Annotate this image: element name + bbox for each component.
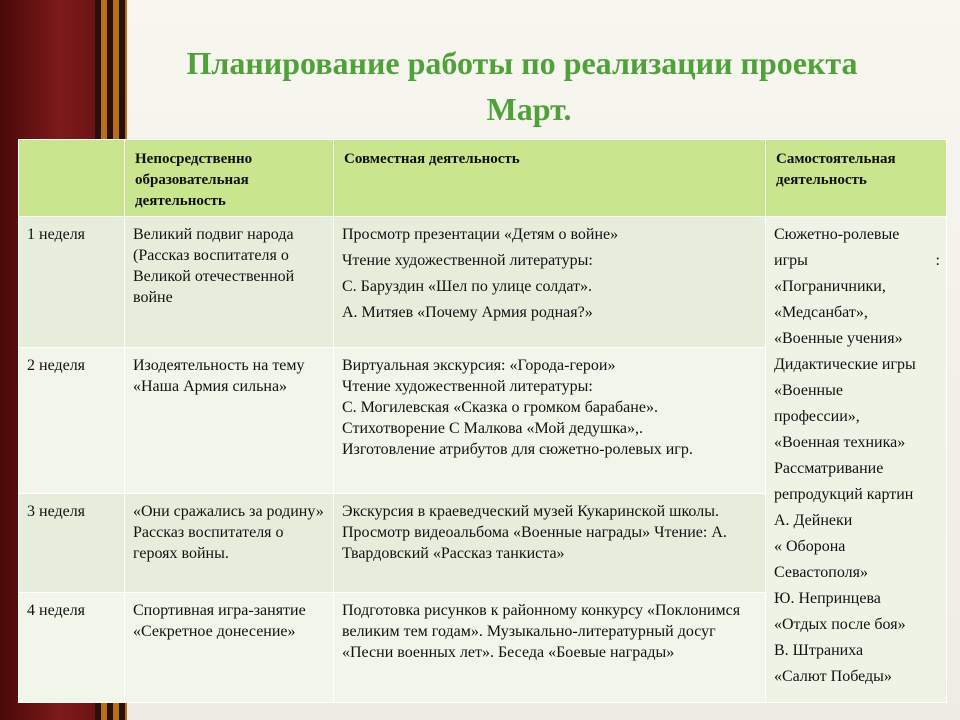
joint-line: Чтение художественной литературы: <box>342 252 593 269</box>
table-row <box>19 217 947 348</box>
title-line-1: Планирование работы по реализации проекта <box>186 45 858 81</box>
joint-cell <box>334 217 766 348</box>
independent-cell <box>766 217 947 703</box>
independent-line: Рассматривание <box>774 460 884 477</box>
joint-line: Стихотворение С Малкова «Мой дедушка»,. <box>342 420 644 437</box>
independent-colon: : <box>935 252 940 269</box>
independent-line: игры <box>774 252 808 269</box>
independent-line: Дидактические игры <box>774 356 916 373</box>
table-header-row <box>19 140 947 217</box>
week-cell: 4 неделя <box>19 593 125 703</box>
independent-line: Сюжетно-ролевые <box>774 226 900 243</box>
plan-table <box>18 139 947 703</box>
week-cell: 2 неделя <box>19 348 125 494</box>
joint-line: С. Могилевская «Сказка о громком барабане». <box>342 399 658 416</box>
title-line-2: Март. <box>486 91 572 127</box>
direct-cell: «Они сражались за родину» Рассказ воспитателя о героях войны. <box>125 494 334 593</box>
independent-line: «Салют Победы» <box>774 668 892 685</box>
header-week <box>19 140 125 217</box>
independent-line: «Военные учения» <box>774 330 903 347</box>
joint-line: Просмотр презентации «Детям о войне» <box>342 226 619 243</box>
page-title <box>132 40 912 132</box>
independent-line: Севастополя» <box>774 564 868 581</box>
independent-line: «Военные <box>774 382 843 399</box>
header-independent-activity: Самостоятельная деятельность <box>766 140 947 217</box>
independent-line: А. Дейнеки <box>774 512 853 529</box>
independent-first-row <box>774 222 940 248</box>
direct-cell: Великий подвиг народа (Рассказ воспитателя о Великой отечественной войне <box>125 217 334 348</box>
joint-cell: Экскурсия в краеведческий музей Кукаринской школы. Просмотр видеоальбома «Военные награды» Чтение: А. Твардовский «Рассказ танкиста» <box>334 494 766 593</box>
joint-line: Изготовление атрибутов для сюжетно-ролевых игр. <box>342 441 693 458</box>
joint-line: Виртуальная экскурсия: «Города-герои» <box>342 357 616 374</box>
independent-second-row <box>774 248 940 274</box>
independent-line: «Медсанбат», <box>774 304 868 321</box>
independent-line: Ю. Непринцева <box>774 590 881 607</box>
independent-line: репродукций картин <box>774 486 914 503</box>
joint-line: С. Баруздин «Шел по улице солдат». <box>342 278 593 295</box>
week-cell: 1 неделя <box>19 217 125 348</box>
independent-line: « Оборона <box>774 538 846 555</box>
independent-line: «Пограничники, <box>774 278 886 295</box>
independent-line: «Отдых после боя» <box>774 616 906 633</box>
direct-cell: Изодеятельность на тему «Наша Армия сильна» <box>125 348 334 494</box>
joint-cell: Подготовка рисунков к районному конкурсу «Поклонимся великим тем годам». Музыкально-литературный досуг «Песни военных лет». Беседа «Боевые награды» <box>334 593 766 703</box>
week-cell: 3 неделя <box>19 494 125 593</box>
independent-line: профессии», <box>774 408 860 425</box>
direct-cell: Спортивная игра-занятие «Секретное донесение» <box>125 593 334 703</box>
header-joint-activity: Совместная деятельность <box>334 140 766 217</box>
joint-cell <box>334 348 766 494</box>
joint-line: Чтение художественной литературы: <box>342 378 593 395</box>
joint-line: А. Митяев «Почему Армия родная?» <box>342 304 593 321</box>
header-direct-activity: Непосредственно образовательная деятельность <box>125 140 334 217</box>
independent-line: В. Штраниха <box>774 642 864 659</box>
independent-line: «Военная техника» <box>774 434 906 451</box>
